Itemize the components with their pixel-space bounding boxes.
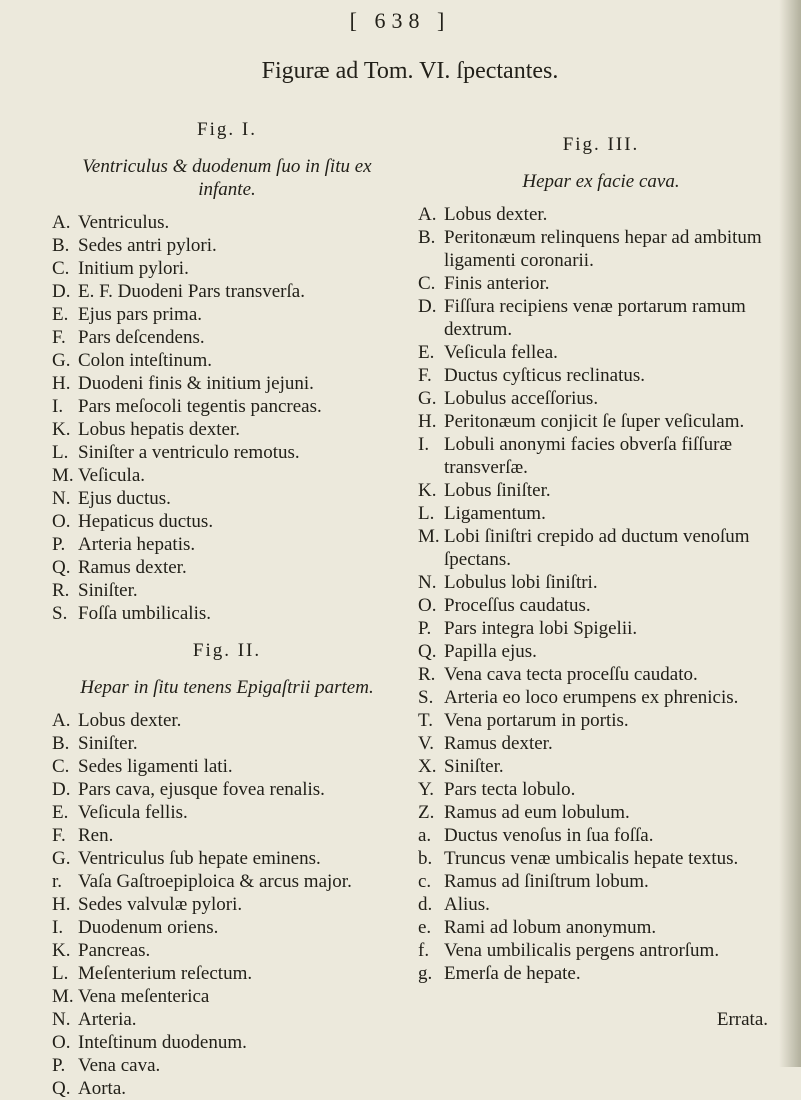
fig2-legend [52, 709, 402, 1100]
legend-item [418, 571, 784, 594]
legend-text: Lobus dexter. [444, 204, 548, 225]
legend-item [52, 395, 402, 418]
legend-text: Arteria eo loco erumpens ex phrenicis. [444, 687, 739, 708]
legend-text: Emerſa de hepate. [444, 963, 581, 984]
legend-text: Siniſter. [78, 580, 138, 601]
legend-key: E. [52, 802, 69, 823]
legend-key: G. [418, 388, 437, 409]
legend-key: M. [52, 986, 74, 1007]
legend-item [52, 418, 402, 441]
legend-text: Peritonæum relinquens hepar ad ambitum ligamenti coronarii. [444, 227, 762, 271]
legend-text: Vena cava. [78, 1055, 161, 1076]
legend-key: Q. [52, 1078, 71, 1099]
legend-key: A. [52, 212, 71, 233]
legend-key: I. [418, 434, 430, 455]
legend-text: Siniſter a ventriculo remotus. [78, 442, 300, 463]
legend-key: C. [52, 756, 70, 777]
legend-key: H. [52, 373, 71, 394]
legend-item [418, 709, 784, 732]
legend-text: Ligamentum. [444, 503, 546, 524]
legend-key: K. [52, 419, 71, 440]
legend-text: Lobuli anonymi facies obverſa fiſſuræ transverſæ. [444, 434, 733, 478]
legend-text: Proceſſus caudatus. [444, 595, 591, 616]
legend-item [52, 824, 402, 847]
legend-text: Ventriculus. [78, 212, 170, 233]
legend-item [52, 755, 402, 778]
legend-text: Peritonæum conjicit ſe ſuper veſiculam. [444, 411, 745, 432]
legend-item [418, 433, 784, 479]
legend-text: Pars tecta lobulo. [444, 779, 576, 800]
legend-item [52, 847, 402, 870]
page-number: [ 638 ] [349, 8, 451, 33]
legend-item [52, 579, 402, 602]
legend-item [52, 939, 402, 962]
legend-item [418, 893, 784, 916]
legend-key: P. [418, 618, 432, 639]
legend-key: c. [418, 871, 432, 892]
legend-text: Pars cava, ejusque fovea renalis. [78, 779, 325, 800]
legend-item [418, 778, 784, 801]
legend-text: Vena cava tecta proceſſu caudato. [444, 664, 698, 685]
legend-item [52, 487, 402, 510]
legend-key: K. [418, 480, 437, 501]
legend-item [52, 1008, 402, 1031]
legend-text: Sedes ligamenti lati. [78, 756, 233, 777]
legend-text: Vaſa Gaſtroepiploica & arcus major. [78, 871, 352, 892]
legend-key: L. [52, 963, 69, 984]
legend-text: Lobulus acceſſorius. [444, 388, 599, 409]
legend-item [52, 510, 402, 533]
legend-text: Pars meſocoli tegentis pancreas. [78, 396, 322, 417]
page-edge-shadow [779, 0, 801, 1067]
legend-item [52, 303, 402, 326]
legend-key: Q. [418, 641, 437, 662]
legend-text: Hepaticus ductus. [78, 511, 214, 532]
legend-key: N. [418, 572, 437, 593]
legend-key: r. [52, 871, 63, 892]
legend-key: Y. [418, 779, 435, 800]
legend-item [52, 962, 402, 985]
legend-text: Meſenterium reſectum. [78, 963, 253, 984]
legend-key: R. [418, 664, 436, 685]
legend-text: Lobus hepatis dexter. [78, 419, 240, 440]
legend-text: E. F. Duodeni Pars transverſa. [78, 281, 305, 302]
fig2-label: Fig. II. [192, 640, 262, 661]
legend-item [52, 801, 402, 824]
legend-text: Finis anterior. [444, 273, 550, 294]
legend-key: X. [418, 756, 437, 777]
legend-item [418, 686, 784, 709]
legend-text: Foſſa umbilicalis. [78, 603, 211, 624]
legend-item [418, 295, 784, 341]
legend-text: Rami ad lobum anonymum. [444, 917, 657, 938]
legend-item [52, 732, 402, 755]
legend-item [418, 801, 784, 824]
legend-key: e. [418, 917, 432, 938]
legend-key: A. [52, 710, 71, 731]
legend-item [52, 533, 402, 556]
legend-key: I. [52, 917, 64, 938]
legend-item [52, 326, 402, 349]
legend-text: Initium pylori. [78, 258, 189, 279]
legend-key: A. [418, 204, 437, 225]
legend-item [418, 341, 784, 364]
legend-key: E. [52, 304, 69, 325]
fig1-legend [52, 211, 402, 625]
legend-key: N. [52, 488, 71, 509]
legend-text: Sedes valvulæ pylori. [78, 894, 243, 915]
legend-item [418, 203, 784, 226]
left-column [52, 118, 402, 1100]
legend-text: Colon inteſtinum. [78, 350, 213, 371]
legend-key: M. [52, 465, 74, 486]
legend-item [52, 870, 402, 893]
legend-key: a. [418, 825, 432, 846]
legend-item [418, 479, 784, 502]
legend-key: f. [418, 940, 430, 961]
legend-text: Ductus venoſus in ſua foſſa. [444, 825, 654, 846]
legend-key: b. [418, 848, 433, 869]
legend-text: Inteſtinum duodenum. [78, 1032, 247, 1053]
legend-item [418, 617, 784, 640]
legend-key: G. [52, 848, 71, 869]
legend-key: D. [52, 779, 71, 800]
legend-text: Vena meſenterica [78, 986, 210, 1007]
legend-text: Ramus ad eum lobulum. [444, 802, 630, 823]
legend-text: Duodeni finis & initium jejuni. [78, 373, 314, 394]
legend-item [418, 732, 784, 755]
legend-item [418, 594, 784, 617]
legend-text: Lobus dexter. [78, 710, 182, 731]
legend-item [418, 755, 784, 778]
legend-text: Truncus venæ umbicalis hepate textus. [444, 848, 739, 869]
legend-key: R. [52, 580, 70, 601]
legend-key: P. [52, 534, 66, 555]
legend-key: F. [52, 825, 66, 846]
legend-item [418, 640, 784, 663]
page-heading: Figuræ ad Tom. VI. ſpectantes. [261, 58, 559, 84]
legend-item [418, 916, 784, 939]
legend-key: F. [418, 365, 432, 386]
legend-text: Ramus dexter. [444, 733, 553, 754]
legend-item [418, 847, 784, 870]
legend-text: Duodenum oriens. [78, 917, 219, 938]
legend-item [52, 893, 402, 916]
legend-key: K. [52, 940, 71, 961]
legend-key: M. [418, 526, 440, 547]
legend-key: g. [418, 963, 433, 984]
legend-key: d. [418, 894, 433, 915]
legend-key: C. [418, 273, 436, 294]
legend-item [418, 502, 784, 525]
fig3-caption: Hepar ex facie cava. [522, 171, 680, 192]
legend-text: Ramus dexter. [78, 557, 187, 578]
legend-text: Veſicula fellea. [444, 342, 558, 363]
legend-item [52, 280, 402, 303]
legend-text: Vena umbilicalis pergens antrorſum. [444, 940, 720, 961]
legend-text: Veſicula fellis. [78, 802, 188, 823]
legend-key: O. [52, 1032, 71, 1053]
legend-text: Alius. [444, 894, 490, 915]
fig1-caption: Ventriculus & duodenum ſuo in ſitu ex infante. [82, 156, 372, 200]
legend-text: Arteria hepatis. [78, 534, 196, 555]
legend-key: Q. [52, 557, 71, 578]
legend-item [418, 410, 784, 433]
legend-item [418, 939, 784, 962]
fig1-label: Fig. I. [197, 119, 257, 140]
legend-text: Sedes antri pylori. [78, 235, 217, 256]
legend-text: Ramus ad ſiniſtrum lobum. [444, 871, 649, 892]
legend-key: F. [52, 327, 66, 348]
legend-text: Ductus cyſticus reclinatus. [444, 365, 646, 386]
legend-key: S. [418, 687, 434, 708]
legend-text: Pancreas. [78, 940, 151, 961]
legend-key: G. [52, 350, 71, 371]
legend-text: Lobi ſiniſtri crepido ad ductum venoſum ſpectans. [444, 526, 750, 570]
legend-item [52, 464, 402, 487]
legend-key: C. [52, 258, 70, 279]
legend-item [52, 349, 402, 372]
legend-text: Veſicula. [78, 465, 146, 486]
fig3-legend [418, 203, 784, 985]
legend-text: Fiſſura recipiens venæ portarum ramum dextrum. [444, 296, 746, 340]
legend-text: Papilla ejus. [444, 641, 537, 662]
legend-text: Ventriculus ſub hepate eminens. [78, 848, 321, 869]
legend-key: Z. [418, 802, 435, 823]
legend-item [52, 709, 402, 732]
legend-item [418, 663, 784, 686]
legend-item [418, 824, 784, 847]
legend-key: L. [418, 503, 435, 524]
legend-text: Lobulus lobi ſiniſtri. [444, 572, 598, 593]
legend-text: Arteria. [78, 1009, 137, 1030]
right-column [418, 133, 784, 985]
legend-key: D. [418, 296, 437, 317]
legend-item [52, 1031, 402, 1054]
legend-key: H. [418, 411, 437, 432]
legend-item [418, 364, 784, 387]
legend-key: O. [52, 511, 71, 532]
legend-item [418, 525, 784, 571]
legend-item [52, 985, 402, 1008]
legend-key: B. [52, 733, 70, 754]
legend-text: Aorta. [78, 1078, 127, 1099]
legend-item [52, 916, 402, 939]
legend-text: Pars deſcendens. [78, 327, 205, 348]
legend-key: N. [52, 1009, 71, 1030]
legend-key: S. [52, 603, 68, 624]
legend-item [418, 226, 784, 272]
legend-item [418, 387, 784, 410]
legend-key: O. [418, 595, 437, 616]
legend-item [52, 556, 402, 579]
legend-key: V. [418, 733, 435, 754]
legend-item [52, 1054, 402, 1077]
fig2-caption: Hepar in ſitu tenens Epigaſtrii partem. [80, 677, 374, 698]
legend-item [52, 211, 402, 234]
legend-key: I. [52, 396, 64, 417]
legend-key: L. [52, 442, 69, 463]
legend-item [52, 441, 402, 464]
legend-item [52, 257, 402, 280]
legend-text: Vena portarum in portis. [444, 710, 629, 731]
legend-key: B. [418, 227, 436, 248]
legend-text: Siniſter. [444, 756, 504, 777]
legend-item [418, 272, 784, 295]
legend-item [418, 870, 784, 893]
legend-item [418, 962, 784, 985]
legend-item [52, 234, 402, 257]
legend-text: Pars integra lobi Spigelii. [444, 618, 638, 639]
legend-key: D. [52, 281, 71, 302]
legend-key: H. [52, 894, 71, 915]
legend-key: E. [418, 342, 435, 363]
legend-item [52, 1077, 402, 1100]
legend-item [52, 602, 402, 625]
catchword: Errata. [716, 1009, 768, 1030]
legend-item [52, 778, 402, 801]
legend-key: T. [418, 710, 433, 731]
legend-key: B. [52, 235, 70, 256]
legend-item [52, 372, 402, 395]
legend-text: Ejus ductus. [78, 488, 171, 509]
legend-text: Lobus ſiniſter. [444, 480, 551, 501]
legend-text: Ren. [78, 825, 114, 846]
legend-key: P. [52, 1055, 66, 1076]
legend-text: Siniſter. [78, 733, 138, 754]
fig3-label: Fig. III. [562, 134, 640, 155]
legend-text: Ejus pars prima. [78, 304, 203, 325]
